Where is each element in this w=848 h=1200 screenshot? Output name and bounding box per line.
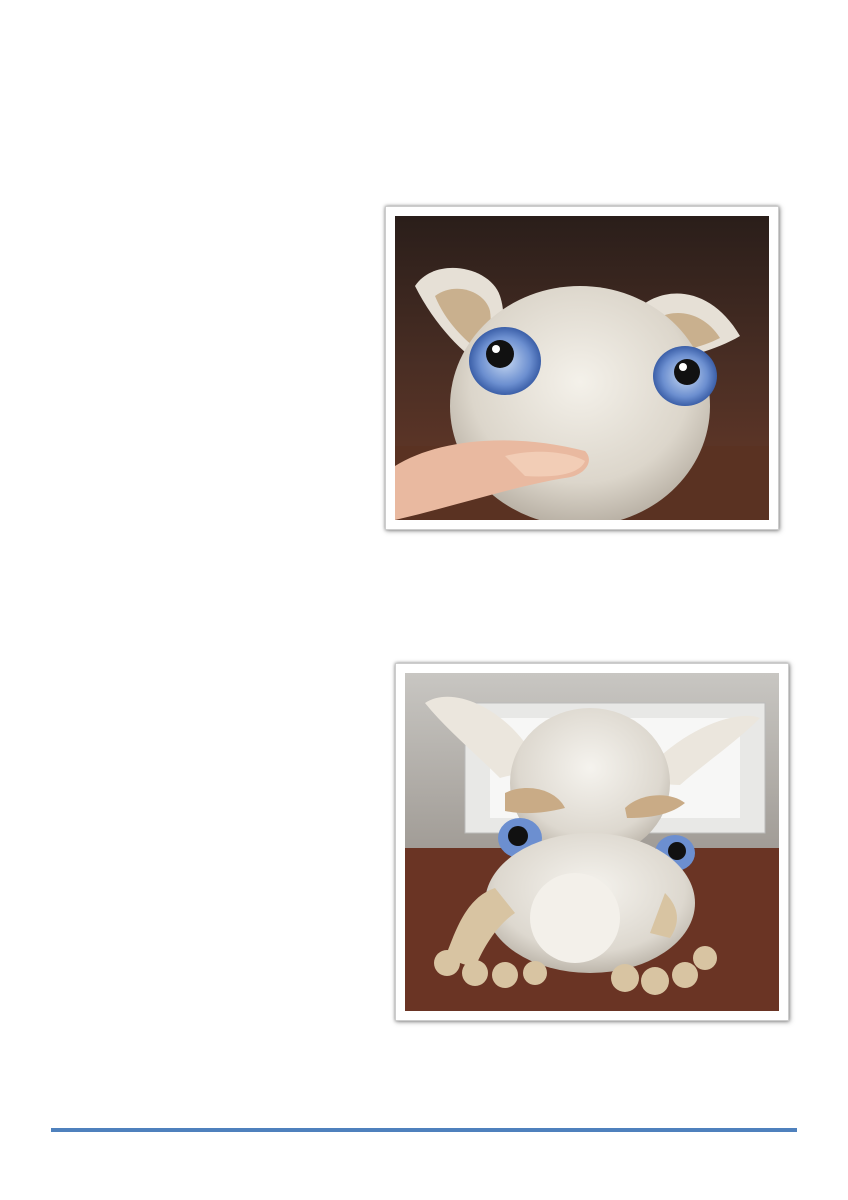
photo-toy-head [385,206,779,530]
photo-toy-full [395,663,789,1021]
footer-rule [51,1128,797,1132]
photo-toy-full-image [405,673,779,1011]
photo-toy-head-image [395,216,769,520]
